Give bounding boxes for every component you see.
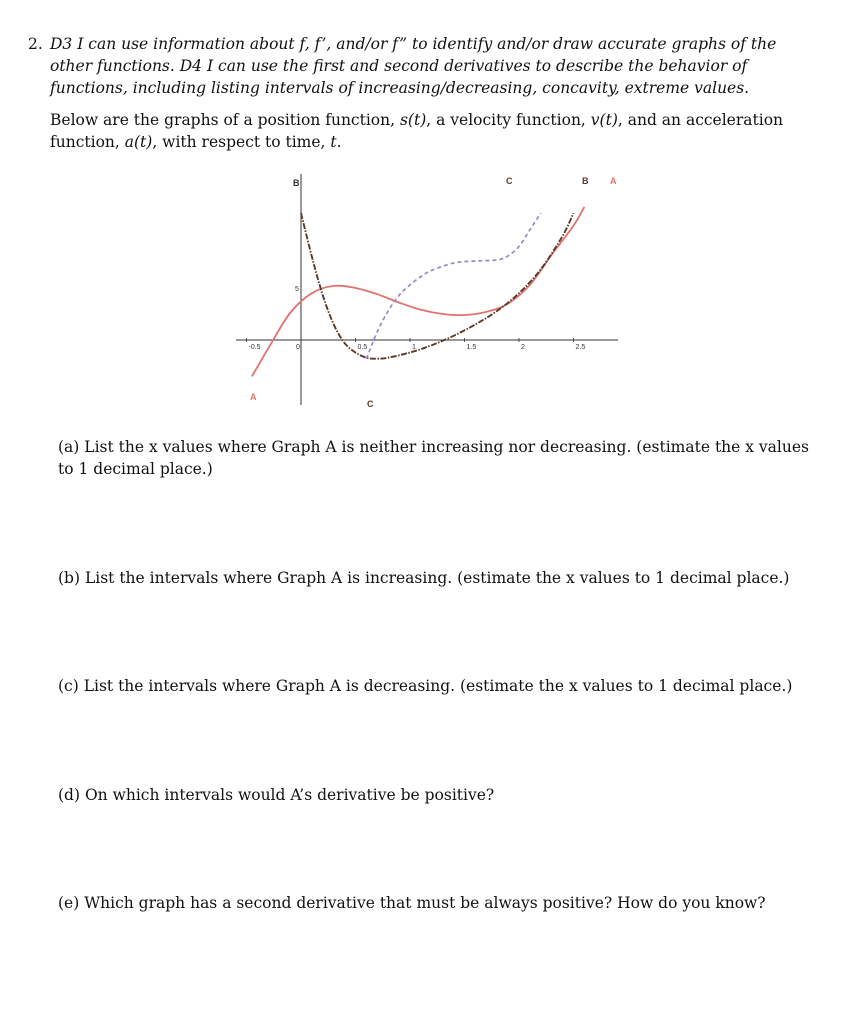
label-b-top-left: B [293, 178, 300, 188]
label-b-top-right: B [582, 176, 589, 186]
x-tick-label: 0.5 [357, 344, 368, 351]
curve-labels [250, 176, 617, 409]
label-c-top: C [506, 176, 513, 186]
graph-figure [236, 170, 620, 415]
setup-text-4: , with respect to time, [152, 133, 331, 151]
question-a-text: List the x values where Graph A is neither increasing nor decreasing. (estimate the x values to 1 decimal place.) [58, 438, 809, 478]
label-c-bottom: C [367, 399, 374, 409]
problem-block [28, 33, 818, 153]
question-c-text: List the intervals where Graph A is decreasing. (estimate the x values to 1 decimal place.) [83, 677, 793, 695]
setup-text-1: Below are the graphs of a position function, [50, 111, 400, 129]
question-e-label: (e) [58, 894, 80, 912]
question-d [58, 784, 818, 806]
question-e [58, 892, 818, 914]
question-c-label: (c) [58, 677, 79, 695]
question-a [58, 436, 818, 480]
setup-position: s(t) [399, 111, 427, 129]
setup-time: t [330, 133, 337, 151]
x-tick-label: 1 [412, 344, 416, 351]
curve-c [366, 213, 540, 359]
label-a-top: A [610, 176, 617, 186]
setup-text-3: , and an acceleration function, [50, 111, 784, 151]
x-tick-label: 1.5 [466, 344, 477, 351]
question-d-label: (d) [58, 786, 81, 804]
question-e-text: Which graph has a second derivative that must be always positive? How do you know? [84, 894, 766, 912]
question-c [58, 675, 818, 697]
question-a-label: (a) [58, 438, 80, 456]
question-b-label: (b) [58, 569, 81, 587]
curves [252, 207, 585, 377]
question-d-text: On which intervals would A’s derivative be positive? [84, 786, 495, 804]
x-tick-label: 2 [521, 344, 525, 351]
problem-number: 2. [28, 35, 43, 53]
setup-velocity: v(t) [590, 111, 618, 129]
y-tick-label: 5 [295, 286, 299, 293]
learning-targets: D3 I can use information about f, f’, and/or f” to identify and/or draw accurate graphs of the other functions. D4 I can use the first and second derivatives to describe the behavior of functions, including listing intervals of increasing/decreasing, concavity, extreme values. [50, 35, 777, 97]
problem-setup [50, 109, 818, 153]
setup-text-5: . [336, 133, 342, 151]
label-a-bottom: A [250, 392, 257, 402]
question-b-text: List the intervals where Graph A is increasing. (estimate the x values to 1 decimal place.) [84, 569, 790, 587]
x-tick-label: 2.5 [575, 344, 586, 351]
axes [236, 174, 618, 405]
setup-text-2: , a velocity function, [426, 111, 591, 129]
setup-acceleration: a(t) [124, 133, 153, 151]
curve-a [252, 207, 585, 377]
x-tick-label: 0 [296, 344, 300, 351]
x-tick-label: -0.5 [248, 344, 261, 351]
question-b [58, 567, 818, 589]
